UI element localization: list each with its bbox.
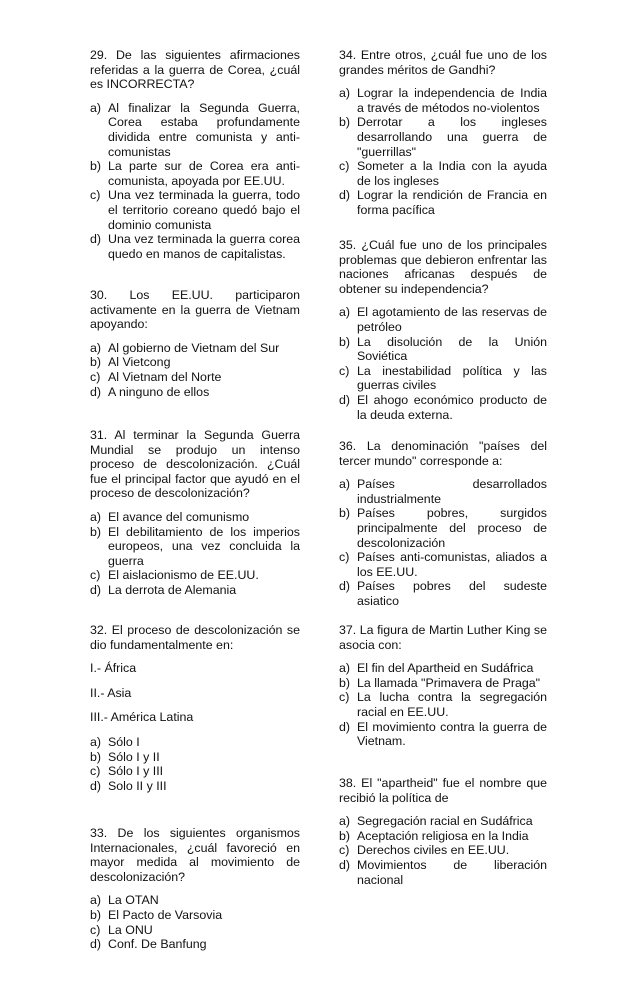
option-d — [90, 232, 300, 261]
option-d — [339, 720, 547, 749]
option-letter: d) — [339, 857, 351, 872]
option-a — [90, 735, 300, 750]
option-text: Países desarrollados industrialmente — [357, 477, 547, 506]
question-29 — [90, 48, 300, 261]
option-list — [339, 814, 547, 887]
question-stem: 33. De los siguientes organismos Internacionales, ¿cuál favoreció en mayor medida al movimiento de descolonización? — [90, 826, 300, 884]
option-letter: b) — [90, 355, 102, 370]
question-32 — [90, 623, 300, 793]
option-a — [90, 101, 300, 159]
option-text: Al finalizar la Segunda Guerra, Corea estaba profundamente dividida entre comunista y anti-comunistas — [108, 100, 300, 159]
question-30 — [90, 288, 300, 399]
question-stem: 34. Entre otros, ¿cuál fue uno de los grandes méritos de Gandhi? — [339, 48, 547, 77]
option-letter: c) — [339, 550, 350, 565]
option-letter: a) — [339, 305, 351, 320]
option-letter: d) — [90, 937, 102, 952]
question-stem: 30. Los EE.UU. participaron activamente en la guerra de Vietnam apoyando: — [90, 288, 300, 332]
option-text: Al gobierno de Vietnam del Sur — [108, 340, 280, 355]
option-c — [90, 370, 300, 385]
option-letter: d) — [339, 392, 351, 407]
option-letter: c) — [90, 369, 101, 384]
option-text: Al Vietnam del Norte — [108, 369, 222, 384]
option-letter: d) — [90, 778, 102, 793]
option-c — [339, 843, 547, 858]
option-letter: b) — [90, 749, 102, 764]
option-letter: a) — [339, 661, 351, 676]
roman-item: II.- Asia — [90, 685, 132, 700]
question-stem: 29. De las siguientes afirmaciones referidas a la guerra de Corea, ¿cuál es INCORRECTA? — [90, 48, 300, 92]
option-letter: c) — [90, 764, 101, 779]
option-b — [339, 676, 547, 691]
option-letter: a) — [90, 509, 102, 524]
option-b — [339, 506, 547, 550]
option-d — [339, 393, 547, 422]
option-a — [339, 814, 547, 829]
question-37 — [339, 623, 547, 749]
roman-item: III.- América Latina — [90, 710, 194, 725]
option-letter: a) — [90, 340, 102, 355]
roman-item: I.- África — [90, 661, 137, 676]
option-text: Sólo I — [108, 734, 140, 749]
option-list — [90, 893, 300, 951]
option-a — [339, 305, 547, 334]
option-c — [339, 690, 547, 719]
option-letter: b) — [339, 828, 351, 843]
option-text: Conf. De Banfung — [108, 937, 207, 952]
option-text: Aceptación religiosa en la India — [357, 828, 529, 843]
option-text: El movimiento contra la guerra de Vietnam. — [357, 719, 547, 749]
option-text: Países anti-comunistas, aliados a los EE.UU. — [357, 550, 547, 579]
option-letter: b) — [339, 115, 351, 130]
option-a — [90, 341, 300, 356]
option-text: La lucha contra la segregación racial en EE.UU. — [357, 690, 547, 719]
option-d — [339, 188, 547, 217]
question-36 — [339, 439, 547, 609]
option-text: Derechos civiles en EE.UU. — [357, 843, 510, 858]
option-text: El debilitamiento de los imperios europeos, una vez concluida la guerra — [108, 524, 300, 568]
question-stem: 36. La denominación "países del tercer mundo" corresponde a: — [339, 439, 547, 468]
option-d — [90, 937, 300, 952]
option-letter: a) — [339, 477, 351, 492]
option-text: La llamada "Primavera de Praga" — [357, 675, 541, 690]
option-a — [339, 86, 547, 115]
option-letter: d) — [90, 384, 102, 399]
option-text: La inestabilidad política y las guerras civiles — [357, 363, 547, 393]
option-letter: c) — [90, 568, 101, 583]
option-c — [90, 568, 300, 583]
option-list — [90, 341, 300, 399]
option-list — [90, 735, 300, 793]
option-text: Segregación racial en Sudáfrica — [357, 814, 533, 829]
question-stem: 38. El "apartheid" fue el nombre que recibió la política de — [339, 776, 547, 805]
option-letter: b) — [339, 506, 351, 521]
option-text: El avance del comunismo — [108, 509, 250, 524]
option-a — [339, 477, 547, 506]
option-b — [90, 355, 300, 370]
option-text: El fin del Apartheid en Sudáfrica — [357, 661, 534, 676]
option-letter: c) — [339, 843, 350, 858]
question-33 — [90, 826, 300, 952]
option-letter: c) — [339, 690, 350, 705]
question-stem: 37. La figura de Martin Luther King se asocia con: — [339, 623, 547, 652]
option-text: El Pacto de Varsovia — [108, 907, 223, 922]
question-38 — [339, 776, 547, 887]
option-letter: a) — [339, 814, 351, 829]
option-letter: a) — [339, 86, 351, 101]
option-text: El aislacionismo de EE.UU. — [108, 568, 259, 583]
option-d — [339, 579, 547, 608]
option-text: La derrota de Alemania — [108, 582, 237, 597]
option-letter: c) — [90, 922, 101, 937]
option-text: Solo II y III — [108, 778, 167, 793]
option-text: La parte sur de Corea era anti-comunista, apoyada por EE.UU. — [108, 159, 300, 188]
option-text: La disolución de la Unión Soviética — [357, 334, 547, 364]
option-letter: c) — [339, 159, 350, 174]
option-c — [90, 188, 300, 232]
option-letter: c) — [90, 188, 101, 203]
option-d — [90, 583, 300, 598]
option-letter: a) — [90, 734, 102, 749]
option-text: La OTAN — [108, 893, 159, 908]
option-b — [90, 908, 300, 923]
option-text: Derrotar a los ingleses desarrollando una guerra de "guerrillas" — [357, 115, 547, 159]
option-b — [339, 335, 547, 364]
option-b — [90, 159, 300, 188]
option-list — [90, 510, 300, 598]
option-text: La ONU — [108, 922, 153, 937]
option-c — [339, 364, 547, 393]
option-b — [90, 750, 300, 765]
option-letter: a) — [90, 893, 102, 908]
option-list — [339, 305, 547, 422]
option-c — [90, 764, 300, 779]
question-34 — [339, 48, 547, 218]
option-letter: b) — [90, 524, 102, 539]
option-c — [339, 159, 547, 188]
option-d — [339, 858, 547, 887]
option-text: Lograr la independencia de India a través de métodos no-violentos — [357, 86, 547, 115]
option-letter: d) — [90, 232, 102, 247]
option-letter: d) — [339, 579, 351, 594]
option-letter: b) — [339, 675, 351, 690]
option-a — [90, 510, 300, 525]
option-letter: d) — [339, 188, 351, 203]
option-letter: d) — [339, 719, 351, 734]
option-a — [90, 893, 300, 908]
option-text: A ninguno de ellos — [108, 384, 210, 399]
option-text: Una vez terminada la guerra, todo el territorio coreano quedó bajo el dominio comunista — [108, 188, 300, 232]
option-b — [339, 115, 547, 159]
option-text: Someter a la India con la ayuda de los ingleses — [357, 159, 547, 188]
option-text: Movimientos de liberación nacional — [357, 857, 547, 887]
option-a — [339, 661, 547, 676]
option-letter: d) — [90, 582, 102, 597]
option-list — [339, 661, 547, 749]
option-letter: c) — [339, 363, 350, 378]
option-b — [90, 525, 300, 569]
question-stem: 35. ¿Cuál fue uno de los principales problemas que debieron enfrentar las naciones africanas después de obtener su independencia? — [339, 238, 547, 296]
question-35 — [339, 238, 547, 422]
option-d — [90, 779, 300, 794]
option-text: Sólo I y III — [108, 764, 164, 779]
option-c — [339, 550, 547, 579]
option-text: Al Vietcong — [108, 355, 171, 370]
option-text: Lograr la rendición de Francia en forma pacífica — [357, 188, 547, 217]
question-stem: 32. El proceso de descolonización se dio fundamentalmente en: — [90, 623, 300, 652]
question-31 — [90, 428, 300, 598]
option-letter: b) — [90, 159, 102, 174]
option-text: Sólo I y II — [108, 749, 160, 764]
option-text: El ahogo económico producto de la deuda externa. — [357, 392, 547, 422]
option-letter: b) — [339, 334, 351, 349]
question-stem: 31. Al terminar la Segunda Guerra Mundial se produjo un intenso proceso de descolonización. ¿Cuál fue el principal factor que ayudó en el proceso de descolonización? — [90, 428, 300, 501]
option-text: El agotamiento de las reservas de petróleo — [357, 305, 547, 334]
option-list — [90, 101, 300, 262]
option-letter: b) — [90, 907, 102, 922]
option-b — [339, 829, 547, 844]
option-text: Países pobres, surgidos principalmente del proceso de descolonización — [357, 506, 547, 550]
option-text: Países pobres del sudeste asiatico — [357, 579, 547, 608]
option-list — [339, 86, 547, 217]
roman-item-list — [90, 661, 300, 725]
option-d — [90, 385, 300, 400]
option-letter: a) — [90, 100, 102, 115]
option-text: Una vez terminada la guerra corea quedo en manos de capitalistas. — [108, 232, 300, 261]
option-list — [339, 477, 547, 608]
option-c — [90, 923, 300, 938]
